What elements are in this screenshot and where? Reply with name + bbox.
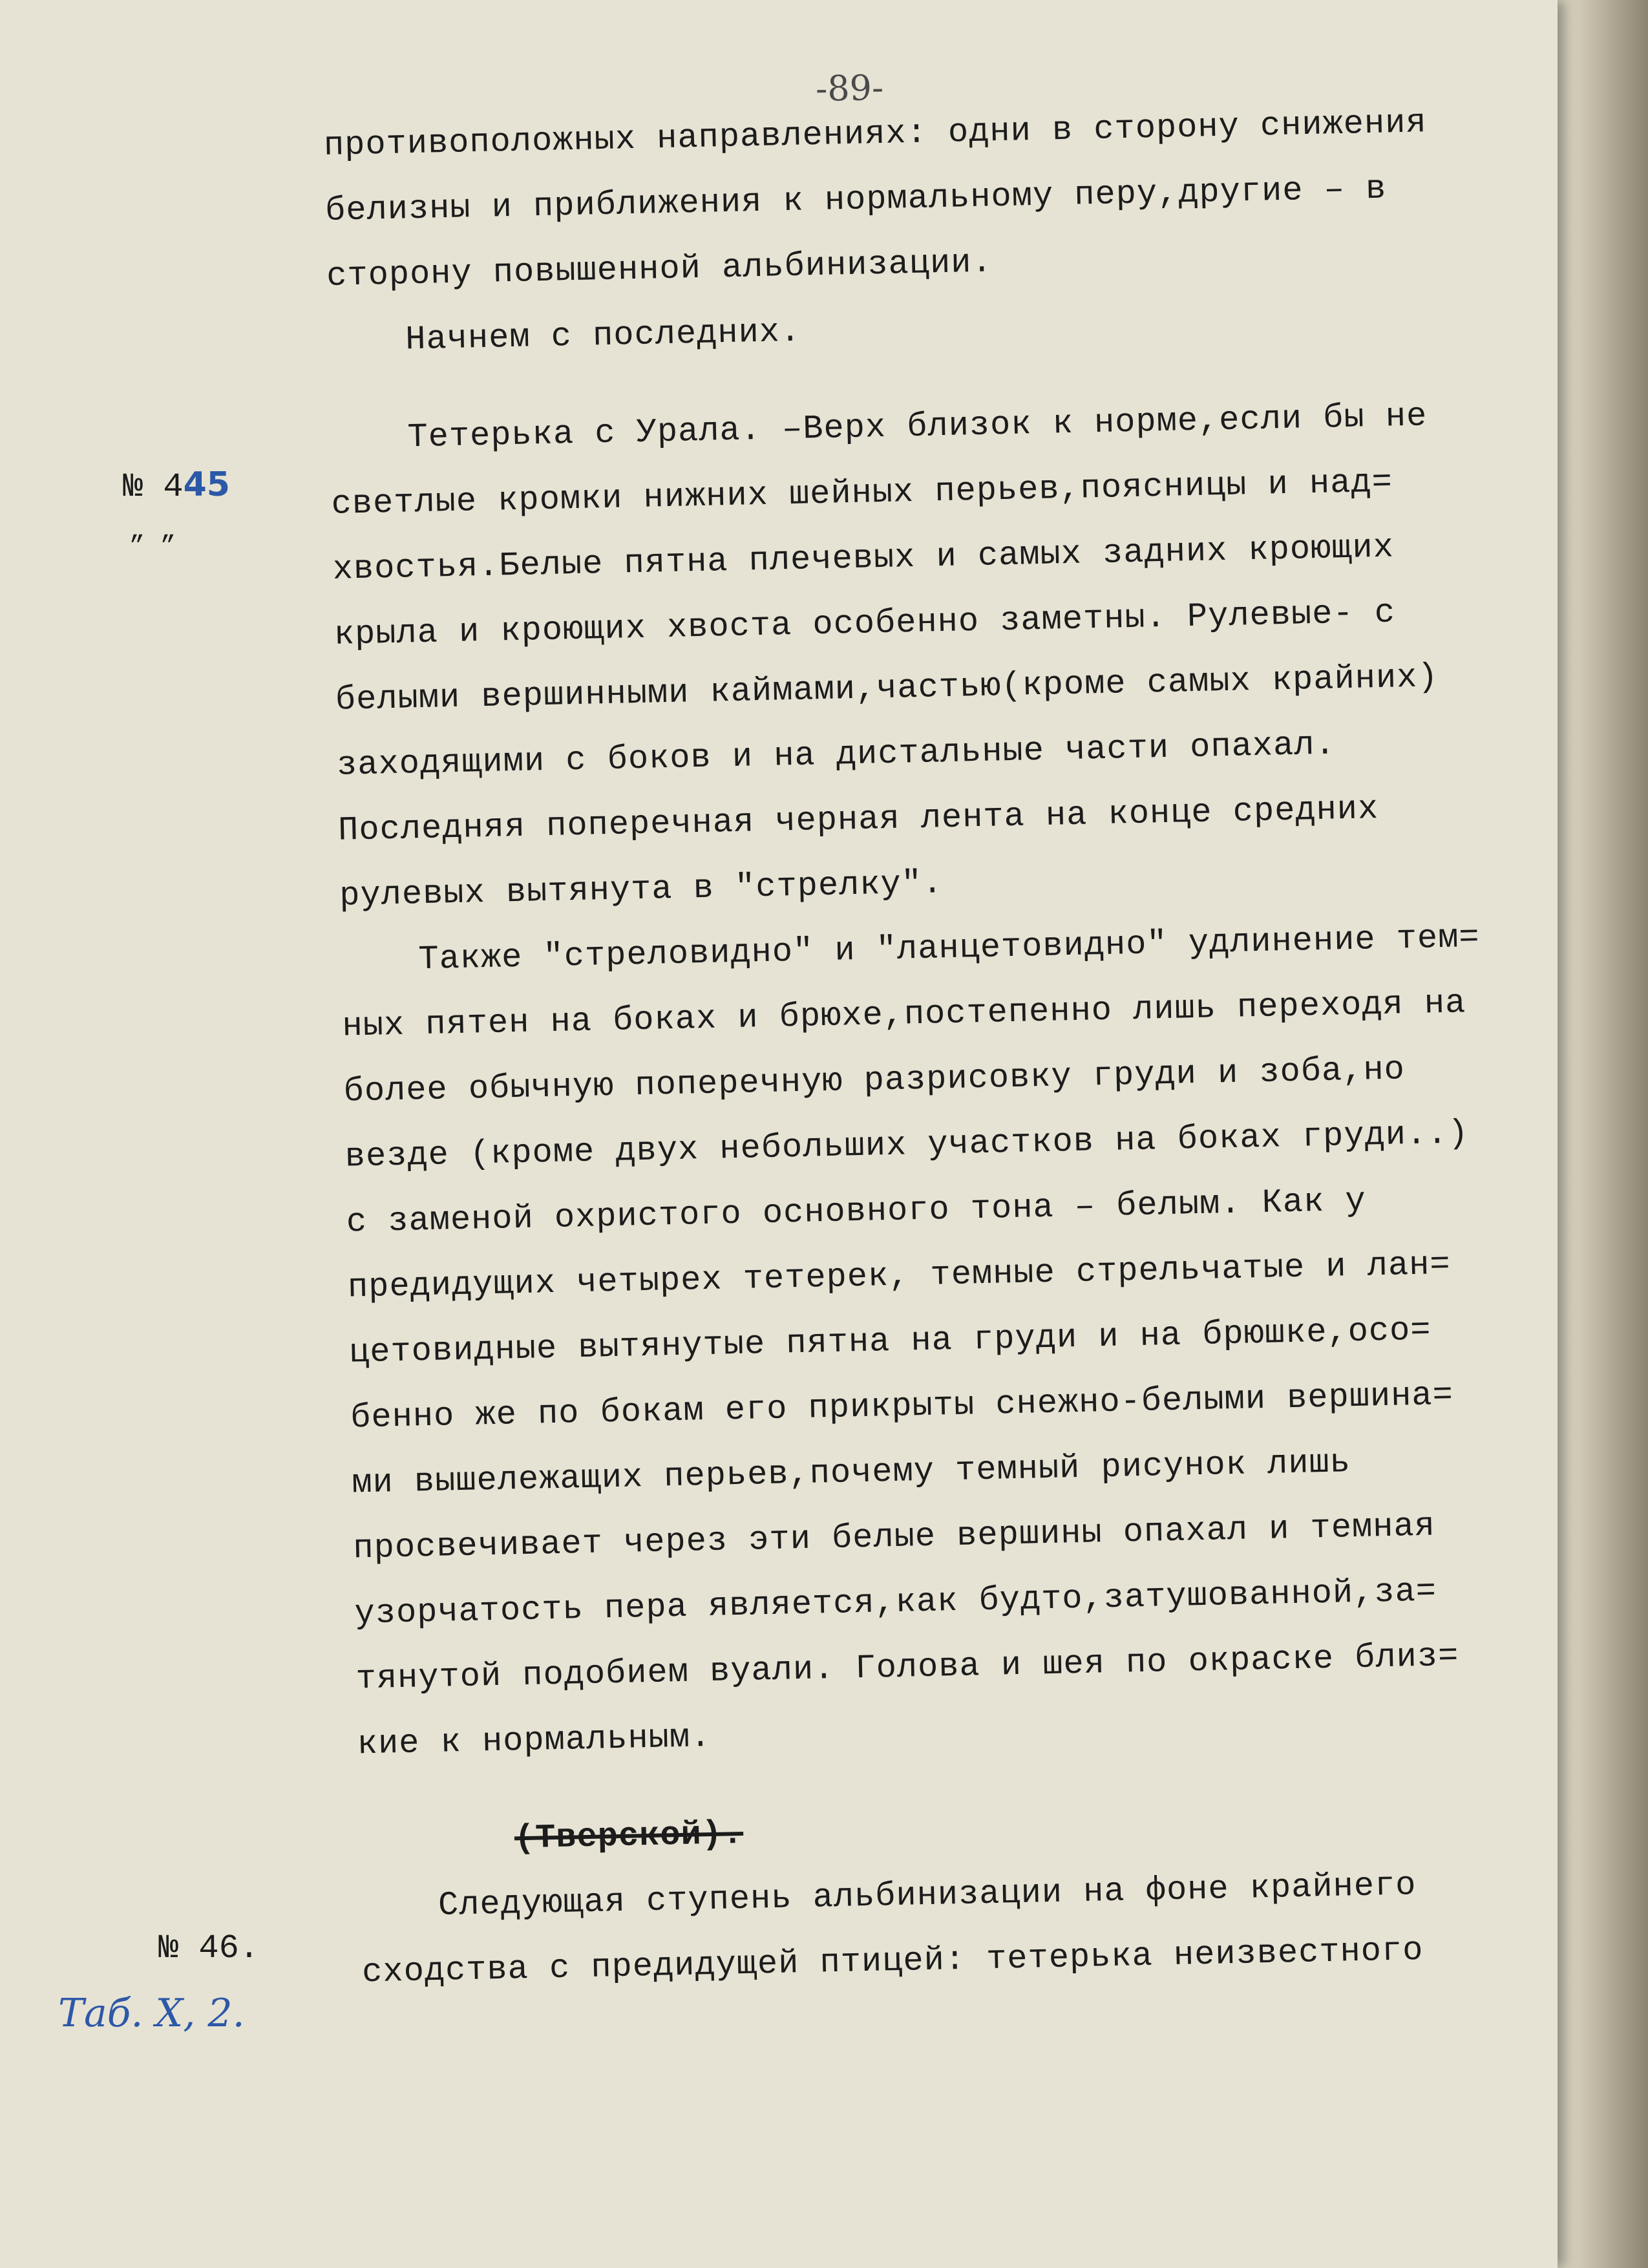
text-line: предидущих четырех тетерек, темные стрельчатые и лан= (347, 1245, 1452, 1307)
text-line: цетовидные вытянутые пятна на груди и на брюшке,осо= (348, 1311, 1432, 1372)
text-line: более обычную поперечную разрисовку груди и зоба,но (343, 1050, 1406, 1111)
text-line: тянутой подобием вуали. Голова и шея по окраске близ= (355, 1637, 1459, 1699)
text-line: заходящими с боков и на дистальные части опахал. (336, 725, 1336, 785)
body-text (323, 87, 1603, 2006)
text-line: бенно же по бокам его прикрыты снежно-белыми вершина= (350, 1375, 1454, 1437)
text-line: крыла и кроющих хвоста особенно заметны. Рулевые- с (333, 593, 1396, 654)
margin-note-ditto-marks: „ „ (129, 517, 176, 546)
struck-heading: (Тверской). (514, 1814, 744, 1858)
text-line: везде (кроме двух небольших участков на боках груди..) (344, 1114, 1470, 1176)
text-line: сходства с предидущей птицей: тетерька неизвестного (361, 1931, 1424, 1992)
text-line: сторону повышенной альбинизации. (326, 243, 993, 295)
margin-note-handwritten-number: 45 (183, 465, 230, 504)
text-line: Тетерька с Урала. –Верх близок к норме,если бы не (407, 397, 1428, 457)
text-line: светлые кромки нижних шейных перьев,поясницы и над= (331, 463, 1393, 524)
text-line: просвечивает через эти белые вершины опахал и темная (352, 1507, 1436, 1568)
text-line: противоположных направлениях: одни в сторону снижения (323, 103, 1428, 165)
margin-note-specimen-45 (123, 465, 230, 506)
text-line: Следующая ступень альбинизации на фоне крайнего (438, 1866, 1417, 1925)
text-line: рулевых вытянута в "стрелку". (339, 864, 944, 915)
text-line: белыми вершинными каймами,частью(кроме самых крайних) (335, 658, 1439, 719)
page-number: -89- (815, 67, 884, 109)
margin-note-typed: № 4 (123, 468, 184, 506)
text-line: Начнем с последних. (405, 312, 801, 359)
text-line: узорчатость пера является,как будто,затушованной,за= (354, 1572, 1437, 1633)
text-line: ми вышележащих перьев,почему темный рисунок лишь (351, 1443, 1351, 1503)
text-line: хвостья.Белые пятна плечевых и самых задних кроющих (332, 528, 1395, 589)
margin-note-specimen-46: № 46. (158, 1929, 260, 1967)
text-line: белизны и приближения к нормальному перу,другие – в (324, 169, 1387, 230)
text-line: кие к нормальным. (357, 1717, 712, 1764)
text-line: Последняя поперечная черная лента на конце средних (337, 790, 1379, 850)
text-line: ных пятен на боках и брюхе,постепенно лишь переходя на (341, 984, 1466, 1046)
text-line: с заменой охристого основного тона – белым. Как у (346, 1182, 1367, 1242)
text-line: Также "стреловидно" и "ланцетовидно" удлинение тем= (417, 918, 1481, 979)
margin-note-table-ref: Таб. X, 2. (58, 1991, 245, 2036)
